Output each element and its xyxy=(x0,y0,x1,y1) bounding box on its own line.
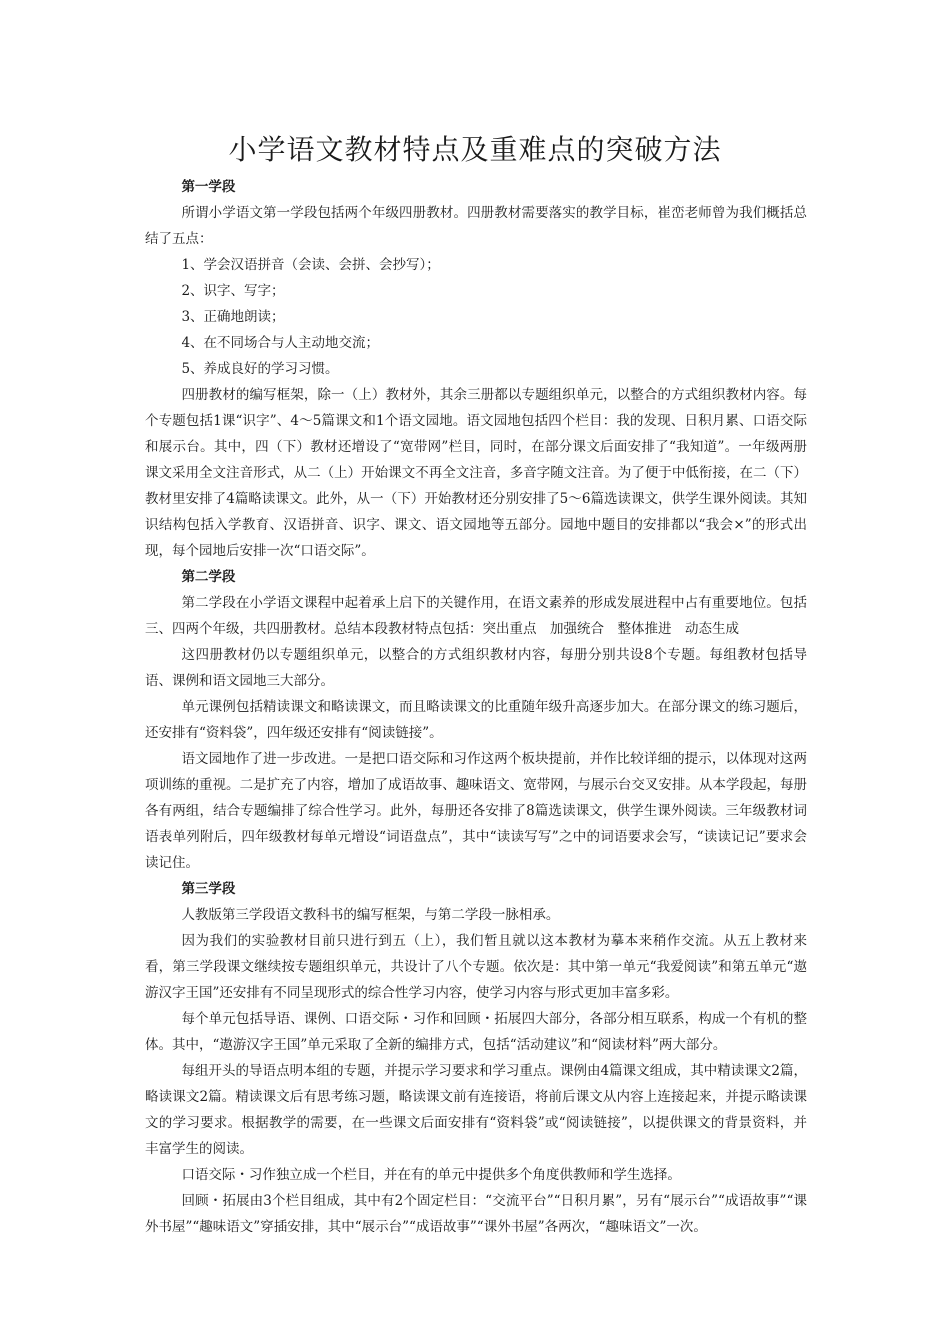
document-title: 小学语文教材特点及重难点的突破方法 xyxy=(228,133,722,166)
section-heading: 第一学段 xyxy=(181,179,236,195)
paragraph: 这四册教材仍以专题组织单元，以整合的方式组织教材内容，每册分别共设8个专题。每组教材包括导语、课例和语文园地三大部分。 xyxy=(145,647,807,689)
paragraph: 每个单元包括导语、课例、口语交际・习作和回顾・拓展四大部分，各部分相互联系，构成一个有机的整体。其中，“遨游汉字王国”单元采取了全新的编排方式，包括“活动建议”和“阅读材料”两大部分。 xyxy=(145,1011,807,1053)
paragraph: 每组开头的导语点明本组的专题，并提示学习要求和学习重点。课例由4篇课文组成，其中精读课文2篇，略读课文2篇。精读课文后有思考练习题，略读课文前有连接语，将前后课文从内容上连接起来，并提示略读课文的学习要求。根据教学的需要，在一些课文后面安排有“资料袋”或“阅读链接”，以提供课文的背景资料，并丰富学生的阅读。 xyxy=(145,1063,807,1157)
paragraph: 四册教材的编写框架，除一（上）教材外，其余三册都以专题组织单元，以整合的方式组织教材内容。每个专题包括1课“识字”、4～5篇课文和1个语文园地。语文园地包括四个栏目：我的发现、日积月累、口语交际和展示台。其中，四（下）教材还增设了“宽带网”栏目，同时，在部分课文后面安排了“我知道”。一年级两册课文采用全文注音形式，从二（上）开始课文不再全文注音，多音字随文注音。为了便于中低衔接，在二（下）教材里安排了4篇略读课文。此外，从一（下）开始教材还分别安排了5～6篇选读课文，供学生课外阅读。其知识结构包括入学教育、汉语拼音、识字、课文、语文园地等五部分。园地中题目的安排都以“我会×”的形式出现，每个园地后安排一次“口语交际”。 xyxy=(145,387,807,559)
paragraph: 3、正确地朗读； xyxy=(181,309,285,325)
section-heading: 第三学段 xyxy=(181,881,236,897)
paragraph: 1、学会汉语拼音（会读、会拼、会抄写）； xyxy=(181,257,440,273)
section-heading: 第二学段 xyxy=(181,569,236,585)
paragraph: 单元课例包括精读课文和略读课文，而且略读课文的比重随年级升高逐步加大。在部分课文的练习题后，还安排有“资料袋”，四年级还安排有“阅读链接”。 xyxy=(145,699,807,741)
paragraph: 口语交际・习作独立成一个栏目，并在有的单元中提供多个角度供教师和学生选择。 xyxy=(181,1167,681,1183)
paragraph: 5、养成良好的学习习惯。 xyxy=(181,361,339,377)
paragraph: 所谓小学语文第一学段包括两个年级四册教材。四册教材需要落实的教学目标，崔峦老师曾为我们概括总结了五点： xyxy=(145,205,807,247)
paragraph: 2、识字、写字； xyxy=(181,283,285,299)
document-body xyxy=(145,174,807,1240)
paragraph: 因为我们的实验教材目前只进行到五（上），我们暂且就以这本教材为摹本来稍作交流。从五上教材来看，第三学段课文继续按专题组织单元，共设计了八个专题。依次是：其中第一单元“我爱阅读”和第五单元“遨游汉字王国”还安排有不同呈现形式的综合性学习内容，使学习内容与形式更加丰富多彩。 xyxy=(145,933,807,1001)
paragraph: 语文园地作了进一步改进。一是把口语交际和习作这两个板块提前，并作比较详细的提示，以体现对这两项训练的重视。二是扩充了内容，增加了成语故事、趣味语文、宽带网，与展示台交叉安排。从本学段起，每册各有两组，结合专题编排了综合性学习。此外，每册还各安排了8篇选读课文，供学生课外阅读。三年级教材词语表单列附后，四年级教材每单元增设“词语盘点”，其中“读读写写”之中的词语要求会写，“读读记记”要求会读记住。 xyxy=(145,751,807,871)
paragraph: 4、在不同场合与人主动地交流； xyxy=(181,335,380,351)
paragraph: 第二学段在小学语文课程中起着承上启下的关键作用，在语文素养的形成发展进程中占有重要地位。包括三、四两个年级，共四册教材。总结本段教材特点包括：突出重点 加强统合 整体推进 动态生成 xyxy=(145,595,807,637)
paragraph: 回顾・拓展由3个栏目组成，其中有2个固定栏目：“交流平台”“日积月累”，另有“展示台”“成语故事”“课外书屋”“趣味语文”穿插安排，其中“展示台”“成语故事”“课外书屋”各两次，“趣味语文”一次。 xyxy=(145,1193,807,1235)
paragraph: 人教版第三学段语文教科书的编写框架，与第二学段一脉相承。 xyxy=(181,907,560,923)
